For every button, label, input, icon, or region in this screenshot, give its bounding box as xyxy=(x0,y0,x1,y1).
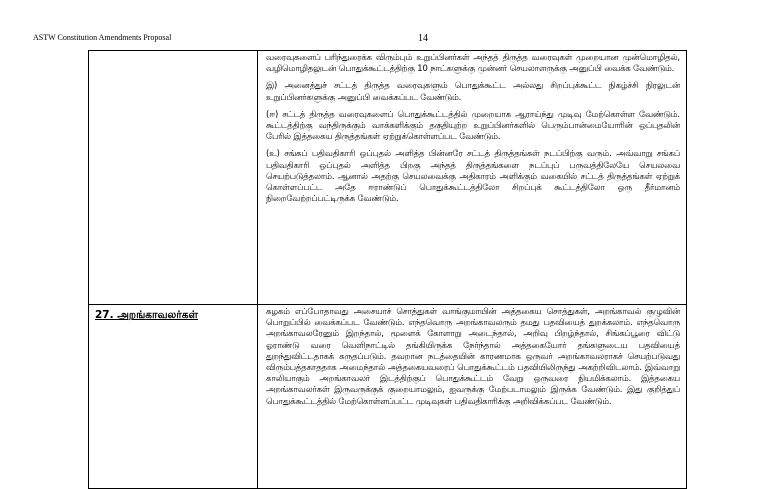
section-heading-cell xyxy=(89,51,258,305)
section-body-cell xyxy=(258,51,687,305)
section-body-cell xyxy=(258,305,687,489)
body-paragraph: (உ) சங்கப் பதிவதிகாரி ஒப்புதல் அளித்த பின்னரே சட்டத் திருத்தங்கள் நடப்பிற்கு வரும். அவ்வாறு சங்கப் பதிவதிகாரி ஒப்புதல் அளித்த பிறகு அந்தத் திருத்தங்களை நடப்புப் பருவத்திலேயே செயலவை செயற்படுத்தலாம். ஆனால் அதற்கு செயலவைக்கு அதிகாரம் அளிக்கும் வகையில் சட்டத் திருத்தங்கள் ஏற்றுக் கொள்ளப்பட்ட அதே ஈராண்டுப் பொதுக்கூட்டத்திலோ சிறப்புக் கூட்டத்திலோ ஒரு தீர்மானம் நிறைவேற்றப்பட்டிருக்க வேண்டும். xyxy=(266,148,680,204)
body-paragraph: வரைவுகளைப் பரிந்துரைக்க விரும்பும் உறுப்பினர்கள் அந்தத் திருத்த வரைவுகள் முறையான முன்மொழிதல், வழிமொழிதலுடன் பொதுக்கூட்டத்திற்கு 10 நாட்களுக்கு முன்னர் செயலாளருக்கு அனுப்பி வைக்க வேண்டும். xyxy=(266,52,680,74)
body-paragraph: (ஈ) சட்டத் திருத்த வரைவுகளைப் பொதுக்கூட்டத்தில் முறையாக ஆராய்ந்து முடிவு மேற்கொள்ள வேண்டும். கூட்டத்திற்கு வந்திருக்கும் வாக்களிக்கும் தகுதியுற்ற உறுப்பினர்களில் பெரும்பான்மையோரின் ஒப்புதலின் பேரில் இத்தகைய திருத்தங்கள் ஏற்றுக்கொள்ளப்பட வேண்டும். xyxy=(266,108,680,142)
table-row xyxy=(89,51,687,305)
table-row xyxy=(89,305,687,489)
amendments-table xyxy=(88,50,687,489)
document-header-title: ASTW Constitution Amendments Proposal xyxy=(33,33,172,42)
page-number: 14 xyxy=(418,33,428,44)
section-heading-trustees: 27. அறங்காவலர்கள் xyxy=(95,309,198,321)
section-heading-cell xyxy=(89,305,258,489)
body-paragraph: கழகம் எப்போதாவது அசையாச் சொத்துகள் வாங்குமாயின் அத்தகைய சொத்துகள், அறங்காவல் குழுவின் பொறுப்பில் வைக்கப்பட வேண்டும். எந்தவொரு அறங்காவலரும் தமது பதவியைத் துறக்கலாம். எந்தவொரு அறங்காவலரேனும் இறந்தால், மூளைக் கோளாறு அடைந்தால், அறிவு பிறழ்ந்தால், சிங்கப்பூரை விட்டு ஓராண்டு வரை வெளிநாட்டில் தங்கியிருக்க நேர்ந்தால் அத்தகையோர் தங்களுடைய பதவியைத் துறந்துவிட்டதாகக் கருதப்படும். தவறான நடத்தையின் காரணமாக ஒருவர் அறங்காவலராகச் செயற்படுவது விரும்பத்தகாததாக அமைந்தால் அத்தகையவரைப் பொதுக்கூட்டம் பதவியிலிருந்து அகற்றிவிடலாம். இவ்வாறு காலியாகும் அறங்காவலர் இடத்திற்குப் பொதுக்கூட்டம் வேறு ஒருவரை நியமிக்கலாம். இத்தகைய அறங்காவலர்கள் இருவருக்குக் குறையாமலும், ஐவருக்கு மேற்படாமலும் இருக்க வேண்டும். இது குறித்துப் பொதுக்கூட்டத்தில் மேற்கொள்ளப்பட்ட முடிவுகள் பதிவதிகாரிக்கு அறிவிக்கப்பட வேண்டும். xyxy=(266,306,680,406)
body-paragraph: இ) அனைத்துச் சட்டத் திருத்த வரைவுகளும் பொதுக்கூட்ட அல்லது சிறப்புக்கூட்ட நிகழ்ச்சி நிரலுடன் உறுப்பினர்களுக்கு அனுப்பி வைக்கப்பட வேண்டும். xyxy=(266,80,680,102)
